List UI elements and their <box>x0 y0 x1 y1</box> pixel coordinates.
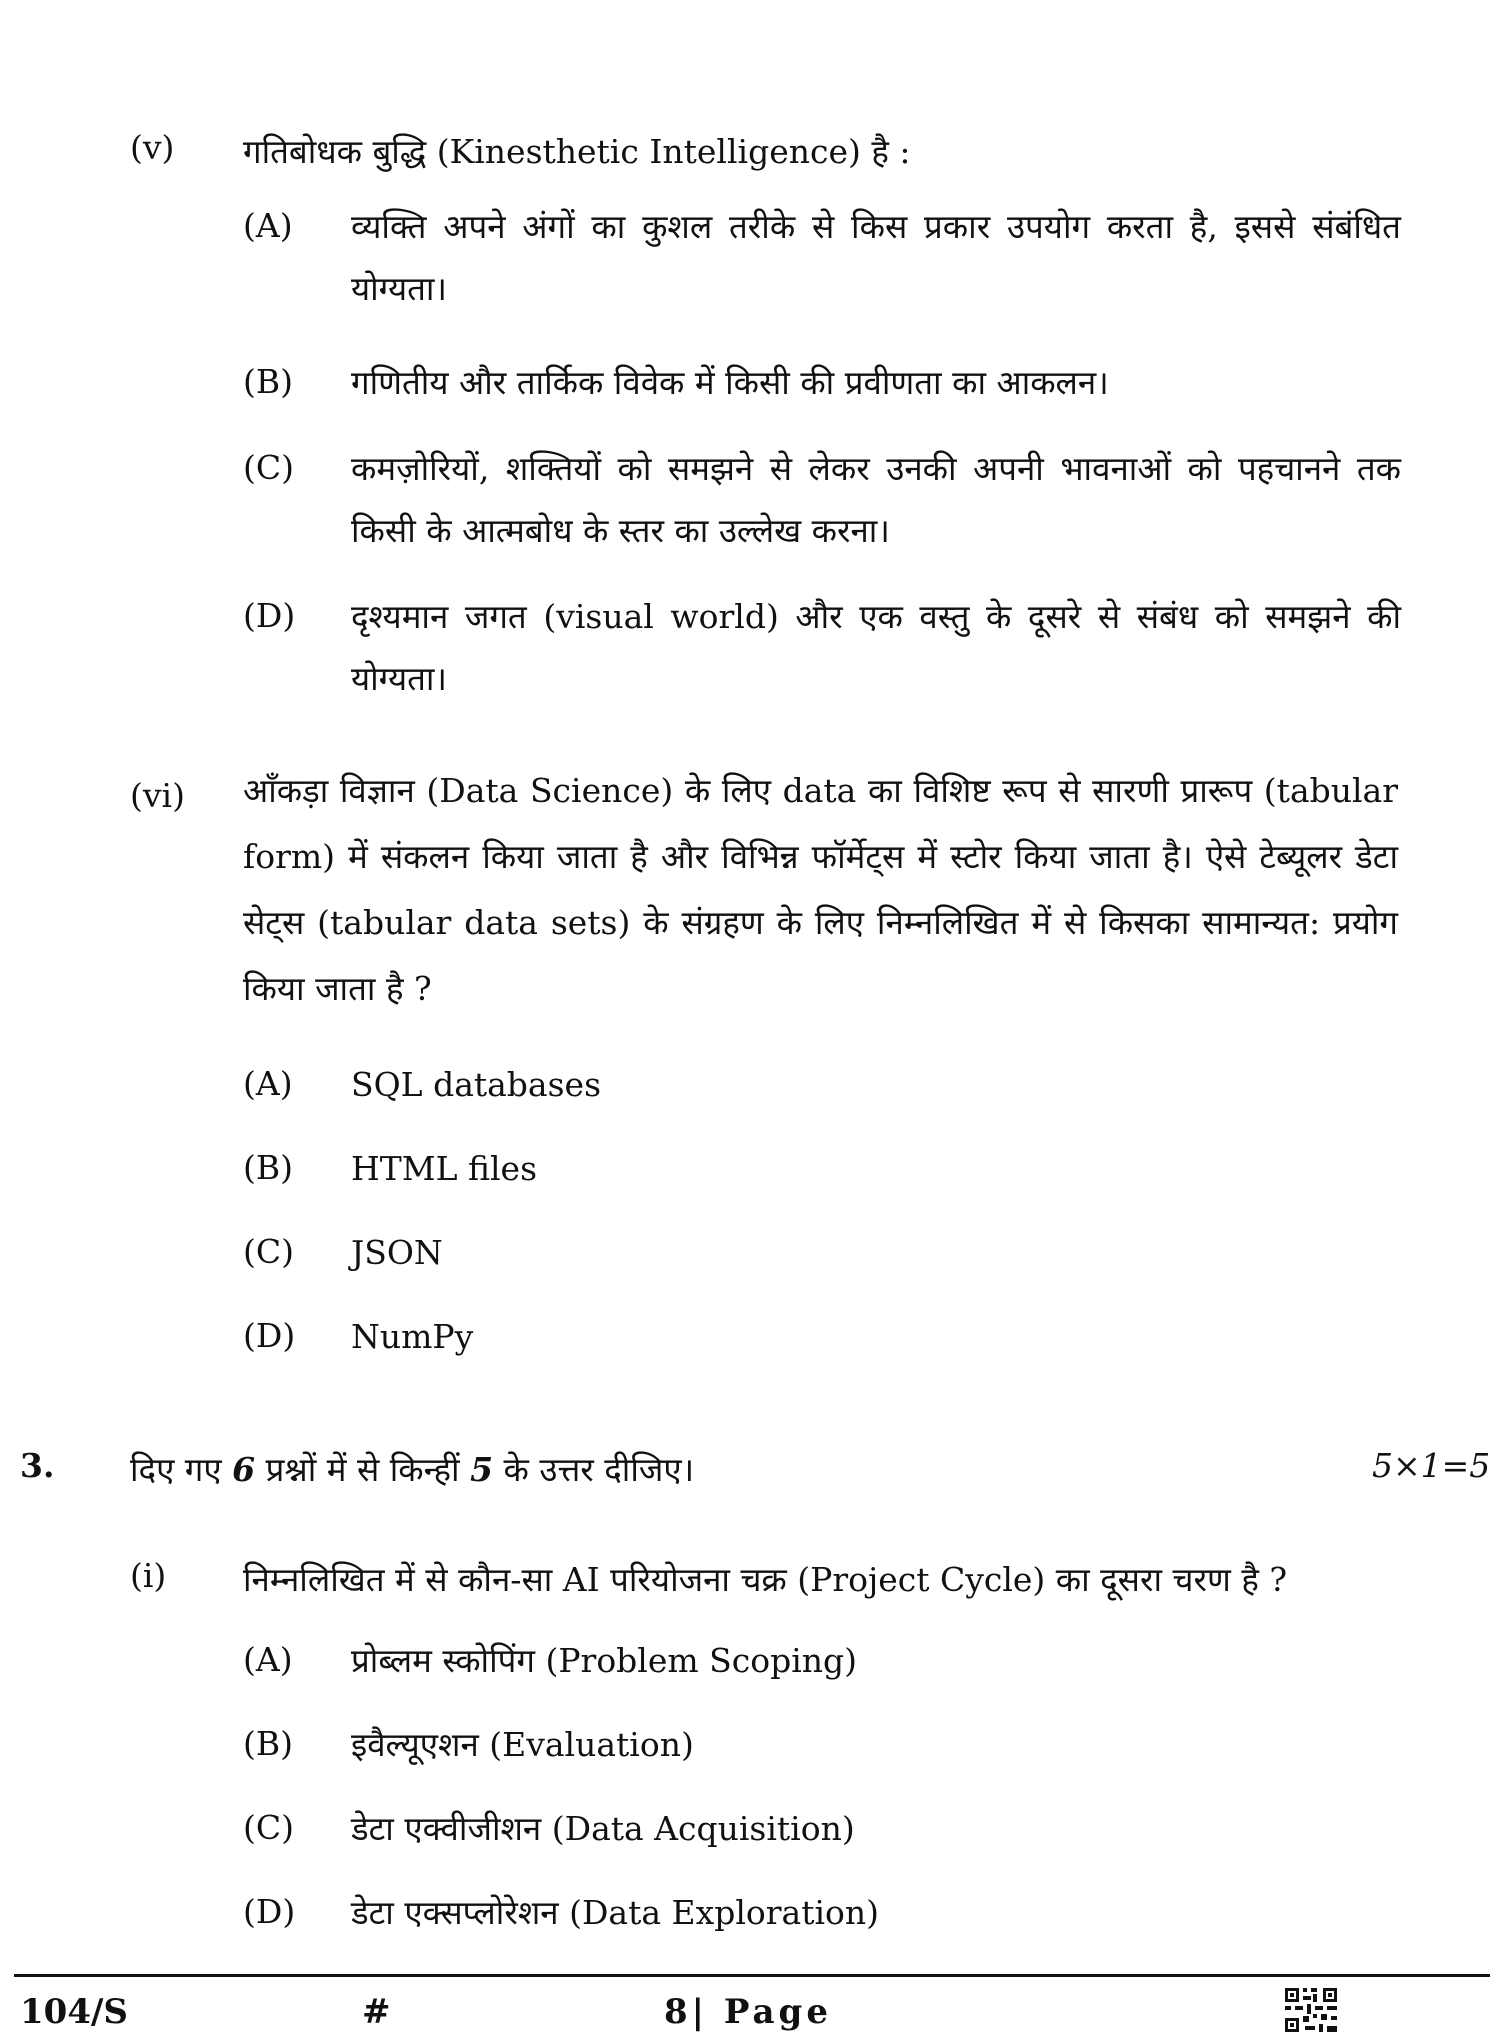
option-label: (D) <box>243 596 296 635</box>
option-label: (A) <box>243 206 293 245</box>
option-label: (B) <box>243 1724 293 1763</box>
footer-rule <box>14 1974 1490 1977</box>
option-text: कमज़ोरियों, शक्तियों को समझने से लेकर उनकी अपनी भावनाओं को पहचानने तक किसी के आत्मबोध के स्तर का उल्लेख करना। <box>351 449 1401 550</box>
instruction-text: दिए गए <box>130 1450 233 1489</box>
option-label: (C) <box>243 448 294 487</box>
question-number: (vi) <box>130 776 185 815</box>
question-text: गतिबोधक बुद्धि (Kinesthetic Intelligence) है : <box>243 132 911 171</box>
option-text: दृश्यमान जगत (visual world) और एक वस्तु के दूसरे से संबंध को समझने की योग्यता। <box>351 597 1401 698</box>
question-text: आँकड़ा विज्ञान (Data Science) के लिए data का विशिष्ट रूप से सारणी प्रारूप (tabular form) में संकलन किया जाता है और विभिन्न फॉर्मेट्स में स्टोर किया जाता है। ऐसे टेब्यूलर डेटा सेट्स (tabular data sets) के संग्रहण के लिए निम्नलिखित में से किसका सामान्यत: प्रयोग किया जाता है ? <box>243 771 1398 1008</box>
instruction-text: प्रश्नों में से किन्हीं <box>255 1450 471 1489</box>
option-text: इवैल्यूएशन (Evaluation) <box>351 1725 694 1764</box>
option-text: डेटा एक्सप्लोरेशन (Data Exploration) <box>351 1893 880 1932</box>
option-label: (C) <box>243 1808 294 1847</box>
page-number: 8| Page <box>664 1992 832 2032</box>
option-label: (B) <box>243 362 293 401</box>
option-label: (C) <box>243 1232 294 1271</box>
option-text: NumPy <box>351 1317 474 1356</box>
option-label: (D) <box>243 1316 296 1355</box>
option-text: JSON <box>351 1233 443 1272</box>
qr-code-icon <box>1283 1986 1339 2034</box>
option-text: व्यक्ति अपने अंगों का कुशल तरीके से किस प्रकार उपयोग करता है, इससे संबंधित योग्यता। <box>351 207 1401 308</box>
hash-mark: # <box>362 1992 391 2032</box>
question-instruction <box>130 1446 694 1491</box>
instruction-text: के उत्तर दीजिए। <box>493 1450 695 1489</box>
option-label: (A) <box>243 1064 293 1103</box>
marks-allotment: 5×1=5 <box>1372 1446 1491 1485</box>
option-label: (D) <box>243 1892 296 1931</box>
question-number: 3. <box>20 1446 55 1485</box>
question-number: (v) <box>130 128 175 167</box>
option-text: डेटा एक्वीजीशन (Data Acquisition) <box>351 1809 855 1848</box>
instruction-count-answer: 5 <box>470 1450 494 1489</box>
question-text: निम्नलिखित में से कौन-सा AI परियोजना चक्र (Project Cycle) का दूसरा चरण है ? <box>243 1560 1288 1599</box>
option-label: (B) <box>243 1148 293 1187</box>
paper-code: 104/S <box>20 1992 128 2032</box>
option-text: प्रोब्लम स्कोपिंग (Problem Scoping) <box>351 1641 858 1680</box>
option-label: (A) <box>243 1640 293 1679</box>
option-text: HTML files <box>351 1149 538 1188</box>
option-text: गणितीय और तार्किक विवेक में किसी की प्रवीणता का आकलन। <box>351 363 1109 402</box>
option-text: SQL databases <box>351 1065 601 1104</box>
instruction-count-total: 6 <box>232 1450 256 1489</box>
question-number: (i) <box>130 1556 167 1595</box>
